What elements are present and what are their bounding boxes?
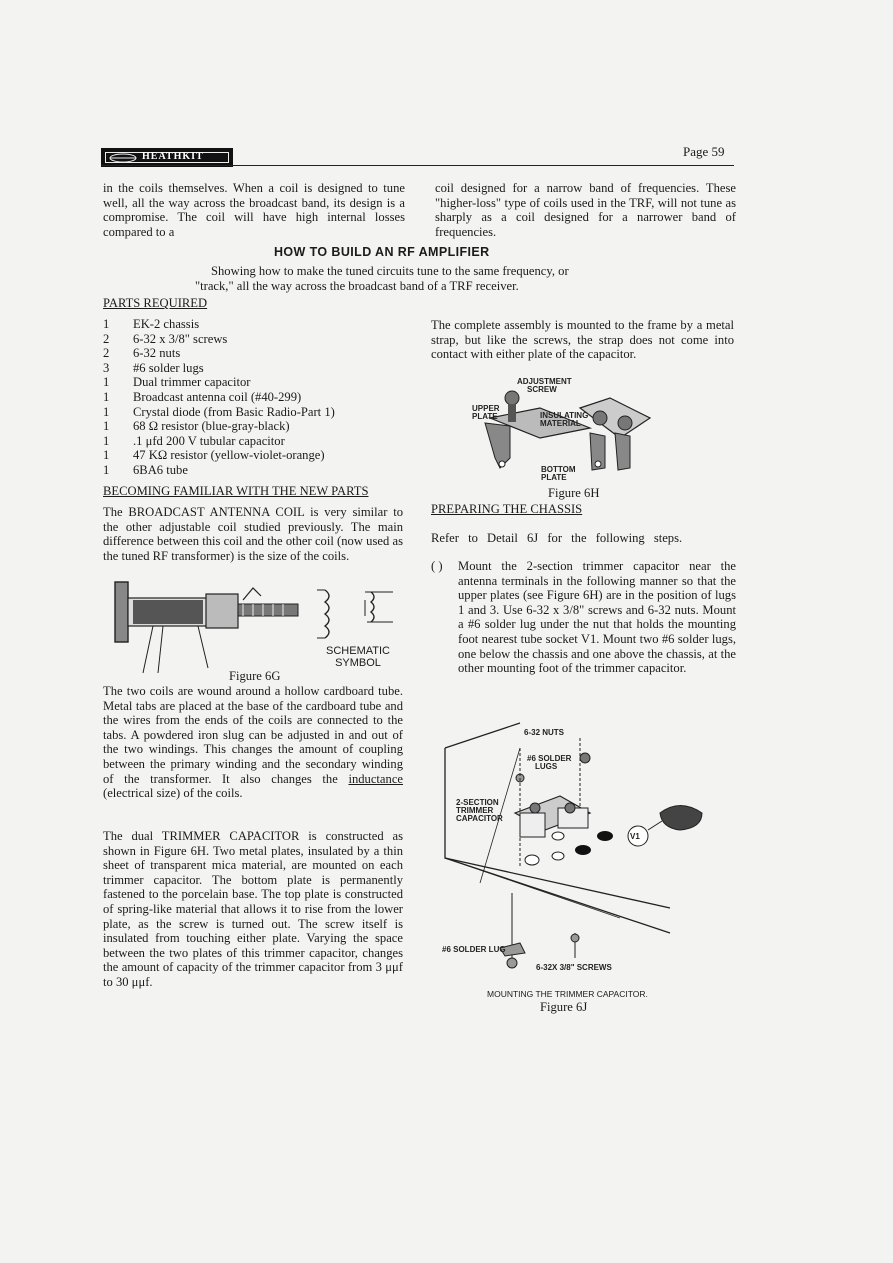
list-item (103, 332, 227, 347)
part-desc: 6-32 nuts (133, 346, 181, 361)
fig6g-schematic-label: SCHEMATIC (326, 645, 390, 657)
fig6h-adjust-2: SCREW (527, 385, 557, 394)
intro-right: coil designed for a narrow band of frequencies. These "higher-loss" type of coils used in the TRF, will not tune as sharply as a coil designed for a narrower band of frequencies. (435, 181, 736, 239)
intro-left: in the coils themselves. When a coil is designed to tune well, all the way across the broadcast band, its design is a compromise. The coil will have high internal losses compared to a (103, 181, 405, 239)
step-text: Mount the 2-section trimmer capacitor near the antenna terminals in the following manner so that the upper plates (see Figure 6H) are in the position of lugs 1 and 3. Use 6-32 x 3/8" screws and 6-32 nuts. Mount a #6 solder lug under the nut that holds the mounting foot nearest tube socket V1. Mount two #6 solder lugs, one below the chassis and one above the chassis, at the other mounting foot of the trimmer capacitor. (458, 559, 736, 676)
part-desc: Broadcast antenna coil (#40-299) (133, 390, 302, 404)
part-qty: 1 (103, 390, 110, 404)
fig6h-caption: Figure 6H (548, 486, 600, 500)
part-qty: 1 (103, 375, 110, 390)
part-qty: 1 (103, 404, 110, 419)
fig6h-bottom-label (541, 466, 576, 482)
part-qty: 2 (103, 346, 110, 361)
page-number: Page 59 (683, 144, 725, 159)
fig6h-adjust-label (517, 378, 572, 394)
para2-start: The two coils are wound around a hollow cardboard tube. Metal tabs are placed at the base of the cardboard tube and the wires from the ends of the coils are connected to the tabs. A powdered iron slug can be adjusted in and out of the two windings. This changes the amount of coupling between the primary winding and the secondary winding of the transformer. It also changes the (103, 684, 403, 786)
right-para-1: The complete assembly is mounted to the frame by a metal strap, but like the screws, the strap does not come into contact with either plate of the capacitor. (431, 318, 734, 362)
fig6j-lugs-label (527, 755, 571, 771)
fig6j-trim-3: CAPACITOR (456, 814, 503, 823)
section-subtitle-2: "track," all the way across the broadcast band of a TRF receiver. (195, 279, 519, 293)
inductance-term: inductance (348, 771, 403, 786)
list-item (103, 419, 290, 434)
fig6g-symbol-label: SYMBOL (335, 657, 381, 669)
fig6j-v1-label: V1 (630, 832, 640, 841)
fig6j-lugs-2: LUGS (535, 762, 558, 771)
fig6h-upper-2: PLATE (472, 412, 498, 421)
list-item (103, 405, 335, 420)
fig6h-adjust-1: ADJUSTMENT (517, 377, 572, 386)
list-item (103, 434, 285, 449)
para2-end: (electrical size) of the coils. (103, 786, 243, 801)
part-qty: 1 (103, 317, 110, 331)
list-item (103, 390, 301, 405)
part-desc: Dual trimmer capacitor (133, 375, 251, 390)
part-qty: 2 (103, 331, 110, 346)
list-item (103, 448, 325, 463)
part-desc: .1 μfd 200 V tubular capacitor (133, 433, 285, 448)
part-desc: EK-2 chassis (133, 317, 200, 331)
fig6j-lug-bottom-label: #6 SOLDER LUG (442, 945, 506, 954)
fig6h-insul-2: MATERIAL (540, 419, 581, 428)
part-desc: 6-32 x 3/8" screws (133, 331, 228, 346)
brand-name: HEATHKIT (142, 151, 204, 162)
header-rule (101, 165, 734, 166)
fig6h-bottom-1: BOTTOM (541, 465, 576, 474)
prep-heading: PREPARING THE CHASSIS (431, 502, 583, 516)
familiar-para-3: The dual TRIMMER CAPACITOR is constructed as shown in Figure 6H. Two metal plates, insulated by a thin sheet of transparent mica material, are mounted on each trimmer capacitor. The bottom plate is permanently fastened to the porcelain base. The top plate is constructed of spring-like material that allows it to rise from the lower plate, as the screw is turned out. The screw itself is insulated from touching either plate. Varying the space between the two plates of this trimmer capacitor, changes the amount of capacity of the trimmer capacitor from 3 μμf to 30 μμf. (103, 829, 403, 989)
section-subtitle-1: Showing how to make the tuned circuits tune to the same frequency, or (211, 264, 569, 278)
fig6g-caption: Figure 6G (229, 669, 281, 683)
list-item (103, 317, 199, 332)
fig6h-upper-label (472, 405, 500, 421)
part-desc: 47 KΩ resistor (yellow-violet-orange) (133, 448, 325, 463)
fig6h-insul-1: INSULATING (540, 411, 589, 420)
fig6j-nuts-label: 6-32 NUTS (524, 728, 565, 737)
logo-emblem-icon (108, 153, 138, 163)
fig6h-insul-label (540, 412, 588, 428)
parts-list (103, 317, 413, 482)
part-desc: #6 solder lugs (133, 360, 204, 375)
refer-line: Refer to Detail 6J for the following steps. (431, 531, 683, 545)
part-qty: 1 (103, 419, 110, 434)
part-desc: Crystal diode (from Basic Radio-Part 1) (133, 404, 335, 419)
step-checkbox[interactable]: ( ) (431, 559, 443, 573)
list-item (103, 463, 188, 478)
fig6j-caption: Figure 6J (540, 1000, 588, 1014)
part-qty: 1 (103, 448, 110, 463)
part-qty: 1 (103, 433, 110, 448)
parts-heading: PARTS REQUIRED (103, 296, 208, 310)
part-qty: 3 (103, 360, 110, 375)
fig6j-trim-2: TRIMMER (456, 806, 494, 815)
list-item (103, 361, 204, 376)
part-desc: 6BA6 tube (133, 463, 188, 477)
figure-6j-mounting-drawing (440, 718, 710, 978)
list-item (103, 375, 251, 390)
fig6h-upper-1: UPPER (472, 404, 500, 413)
fig6j-mounting-caption: MOUNTING THE TRIMMER CAPACITOR. (487, 989, 648, 999)
part-qty: 1 (103, 463, 110, 477)
familiar-heading: BECOMING FAMILIAR WITH THE NEW PARTS (103, 484, 369, 498)
fig6j-lugs-1: #6 SOLDER (527, 754, 572, 763)
fig6j-trimmer-label (456, 799, 503, 823)
part-desc: 68 Ω resistor (blue-gray-black) (133, 419, 290, 434)
familiar-para-1: The BROADCAST ANTENNA COIL is very similar to the other adjustable coil studied previously. The main difference between this coil and the other coil (now used as the tuned RF transformer) is the size of the coils. (103, 505, 403, 563)
fig6h-bottom-2: PLATE (541, 473, 567, 482)
fig6j-screws-label: 6-32X 3/8" SCREWS (536, 963, 612, 972)
familiar-para-2 (103, 684, 403, 801)
section-title: HOW TO BUILD AN RF AMPLIFIER (274, 245, 490, 259)
fig6j-trim-1: 2-SECTION (456, 798, 499, 807)
list-item (103, 346, 180, 361)
